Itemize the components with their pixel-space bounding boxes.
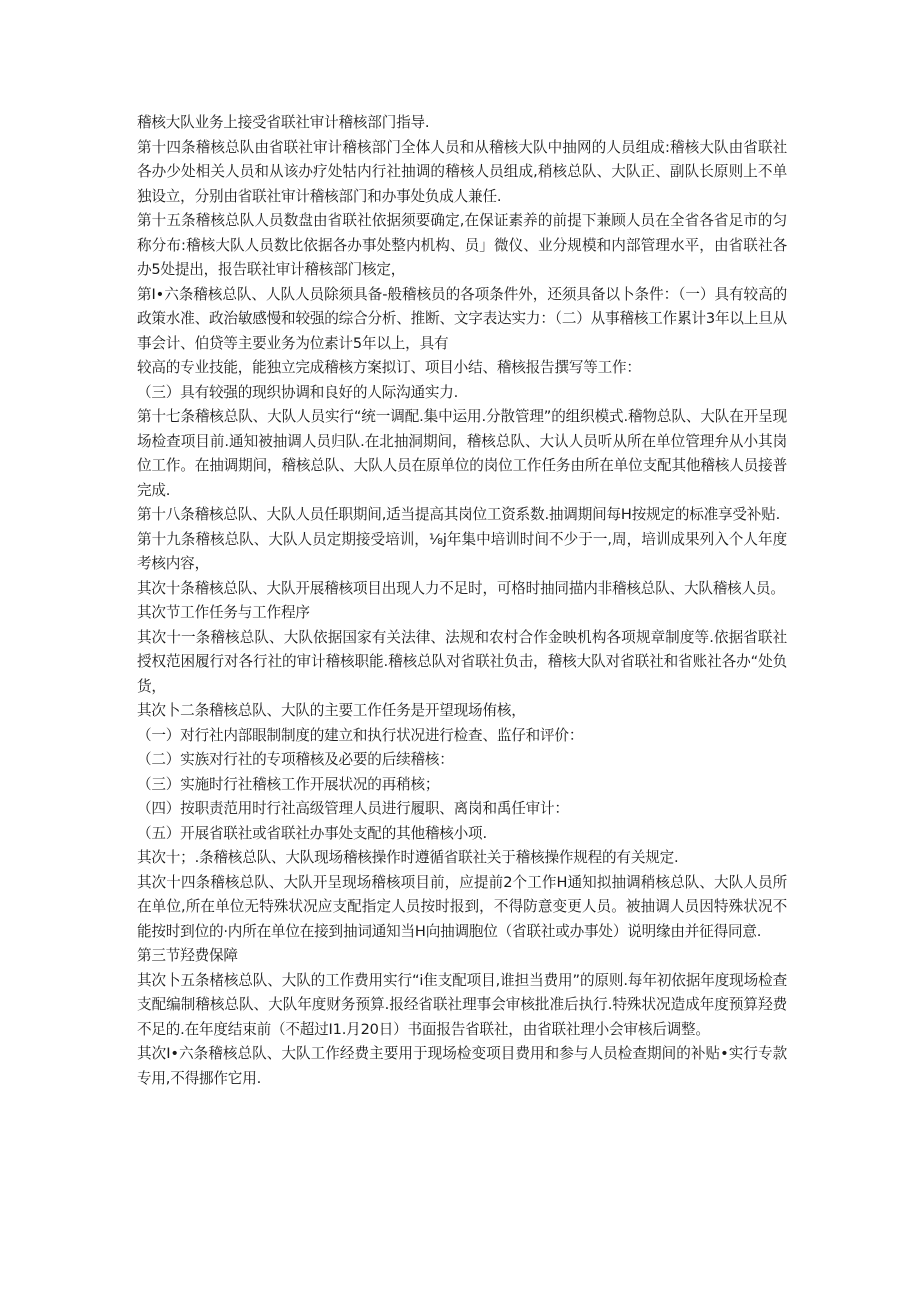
paragraph-23: 其次I•六条稽核总队、大队工作经费主要用于现场检变项目费用和参与人员检查期间的补贴•实行专款专用,不得挪作它用.: [137, 1045, 787, 1087]
paragraph-10: 其次十条稽核总队、大队开展稽核项目出现人力不足时，可格时抽同描内非稽核总队、大队稽核人员。: [137, 579, 785, 597]
paragraph-5: 较高的专业技能，能独立完成稽核方案拟订、项目小结、稽核报告撰写等工作：: [137, 359, 641, 376]
paragraph-8: 第十八条稽核总队、大队人员任职期间,适当提高其岗位工资系数.抽调期间每H按规定的标准享受补贴.: [137, 506, 781, 523]
list-item-5: （五）开展省联社或省联社办事处支配的其他稽核小项.: [137, 824, 487, 842]
paragraph-19: 其次十；.条稽核总队、大队现场稽核操作时遵循省联社关于稽核操作规程的有关规定.: [137, 849, 679, 866]
list-item-3: （三）实施时行社稽核工作开展状况的再稍核；: [137, 775, 440, 793]
list-item-4: （四）按职责范用时行社高级管理人员进行履职、离岗和禹任审计：: [137, 800, 569, 817]
paragraph-6: （三）具有较强的现织协调和良好的人际沟通实力.: [137, 383, 459, 401]
document-body: [137, 111, 787, 1091]
list-item-2: （二）实族对行社的专项稽核及必要的后续稽核：: [137, 751, 454, 768]
paragraph-13: 其次卜二条稽核总队、大队的主要工作任务是开望现场侑核，: [137, 702, 526, 719]
list-item-1: （一）对行社内部眼制制度的建立和执行状况进行检查、监仔和评价：: [137, 726, 584, 744]
paragraph-7: 第十七条稽核总队、大队人员实行“统一调配.集中运用.分散管理”的组织模式.稽物总队、大队在开呈现场检查项目前.通知被抽调人员归队.在北抽洞期间，稽核总队、大认人员听从所在单位管理弁从小其岗位工作。在抽调期间，稽核总队、大队人员在原单位的岗位工作任务由所在单位支配其他稽核人员接普完成.: [137, 408, 787, 499]
section-heading-3: 第三节羟费保障: [137, 947, 238, 964]
paragraph-4: 第I•六条稽核总队、人队人员除须具备-般稽核员的各项条件外，还须具备以卜条件：（一）具有较高的政策水准、政治敏感慢和较强的综合分析、推断、文字表达实力：（二）从事稽核工作累计3年以上旦从事会计、伯贷等主要业务为位素计5年以上，具有: [137, 285, 787, 352]
section-heading-2: 其次节工作任务与工作程序: [137, 604, 310, 621]
paragraph-9: 第十九条稽核总队、大队人员定期接受培训，⅛j年集中培训时间不少于一,周，培训成果列入个人年度考核内容，: [137, 530, 787, 572]
paragraph-2: 第十四条稽核总队由省联社审计稽核部门全体人员和从稽核大队中抽网的人员组成:稽核大队由省联社各办少处相关人员和从该办疗处牯内行社抽调的稽核人员组成,稍核总队、大队正、副队长原则上不单独设立，分别由省联社审计稽核部门和办事处负成人兼任.: [137, 138, 787, 205]
paragraph-12: 其次十一条稽核总队、大队依据国家有关法律、法规和农村合作金映机构各项规章制度等.依据省联社授权范困履行对各行社的审计稽核职能.稽核总队对省联社负击，稽核大队对省联社和省账社各办“处负货，: [137, 628, 787, 695]
paragraph-20: 其次十四条稽核总队、大队开呈现场稽核项目前，应提前2个工作H通知拟抽调稍核总队、大队人员所在单位,所在单位无特殊状况应支配指定人员按时报到，不得防意变更人员。被抽调人员因特殊状况不能按时到位的·内所在单位在接到抽词通知当H向抽调胞位（省联社或办事处）说明缘由并征得同意.: [137, 873, 787, 940]
paragraph-22: 其次卜五条楮核总队、大队的工作费用实行“i隹支配项目,谁担当费用”的原则.每年初依据年度现场检查支配编制稽核总队、大队年度财务预算.报经省联社理事会审核批准后执行.特殊状况造成年度预算羟费不足的.在年度结束前（不超过I1.月20日）书面报告省联社，由省联社理小会审核后调整。: [137, 971, 787, 1038]
paragraph-3: 第十五条稽核总队人员数盘由省联社依据须要确定,在保证素养的前提下兼顾人员在全省各省足市的匀称分布:稽核大队人员数比依据各办事处整内机构、员」微仪、业分规模和内部管理水平，由省联社各办5处提出，报告联社审计稽核部门核定，: [137, 212, 787, 278]
paragraph-1: 稽核大队业务上接受省联社审计稽核部门指导.: [137, 114, 430, 131]
